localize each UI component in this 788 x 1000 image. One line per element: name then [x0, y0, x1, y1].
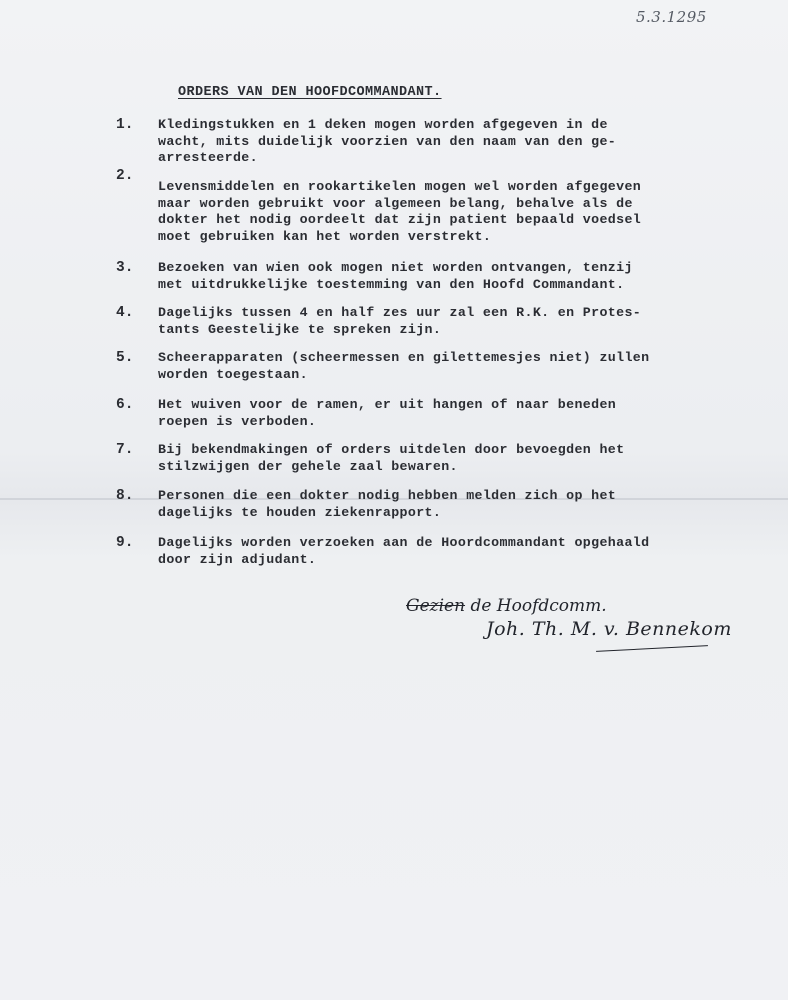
signature-role: de Hoofdcomm.	[470, 596, 607, 616]
order-number: 4.	[116, 305, 134, 321]
order-text: Scheerapparaten (scheermessen en gilettemesjes niet) zullen worden toegestaan.	[158, 350, 650, 382]
signature-underline	[596, 645, 708, 652]
struck-word: Gezien	[406, 596, 466, 616]
order-text: Levensmiddelen en rookartikelen mogen wel worden afgegeven maar worden gebruikt voor algemeen belang, behalve als de dokter het nodig oordeelt dat zijn patient bepaald voedsel moet gebruiken kan het worden verstrekt.	[158, 179, 642, 244]
order-number: 2.	[116, 168, 134, 184]
order-text: Bij bekendmakingen of orders uitdelen door bevoegden het stilzwijgen der gehele zaal bewaren.	[158, 442, 625, 474]
order-text: Bezoeken van wien ook mogen niet worden ontvangen, tenzij met uitdrukkelijke toestemming van den Hoofd Commandant.	[158, 260, 633, 292]
order-text: Personen die een dokter nodig hebben melden zich op het dagelijks te houden ziekenrapport.	[158, 488, 617, 520]
order-text: Het wuiven voor de ramen, er uit hangen of naar beneden roepen is verboden.	[158, 397, 617, 429]
order-number: 7.	[116, 442, 134, 458]
order-text: Kledingstukken en 1 deken mogen worden afgegeven in de wacht, mits duidelijk voorzien van den naam van den ge- arresteerde.	[158, 117, 617, 165]
order-number: 1.	[116, 117, 134, 133]
order-number: 5.	[116, 350, 134, 366]
order-text: Dagelijks tussen 4 en half zes uur zal een R.K. en Protes- tants Geestelijke te spreken zijn.	[158, 305, 642, 337]
document-title: ORDERS VAN DEN HOOFDCOMMANDANT.	[178, 85, 442, 100]
signature-title	[406, 596, 607, 616]
order-text: Dagelijks worden verzoeken aan de Hoordcommandant opgehaald door zijn adjudant.	[158, 535, 650, 567]
order-number: 8.	[116, 488, 134, 504]
reference-number: 5.3.1295	[636, 8, 707, 26]
handwritten-signature: Joh. Th. M. v. Bennekom	[486, 618, 732, 640]
order-number: 9.	[116, 535, 134, 551]
order-number: 6.	[116, 397, 134, 413]
order-number: 3.	[116, 260, 134, 276]
